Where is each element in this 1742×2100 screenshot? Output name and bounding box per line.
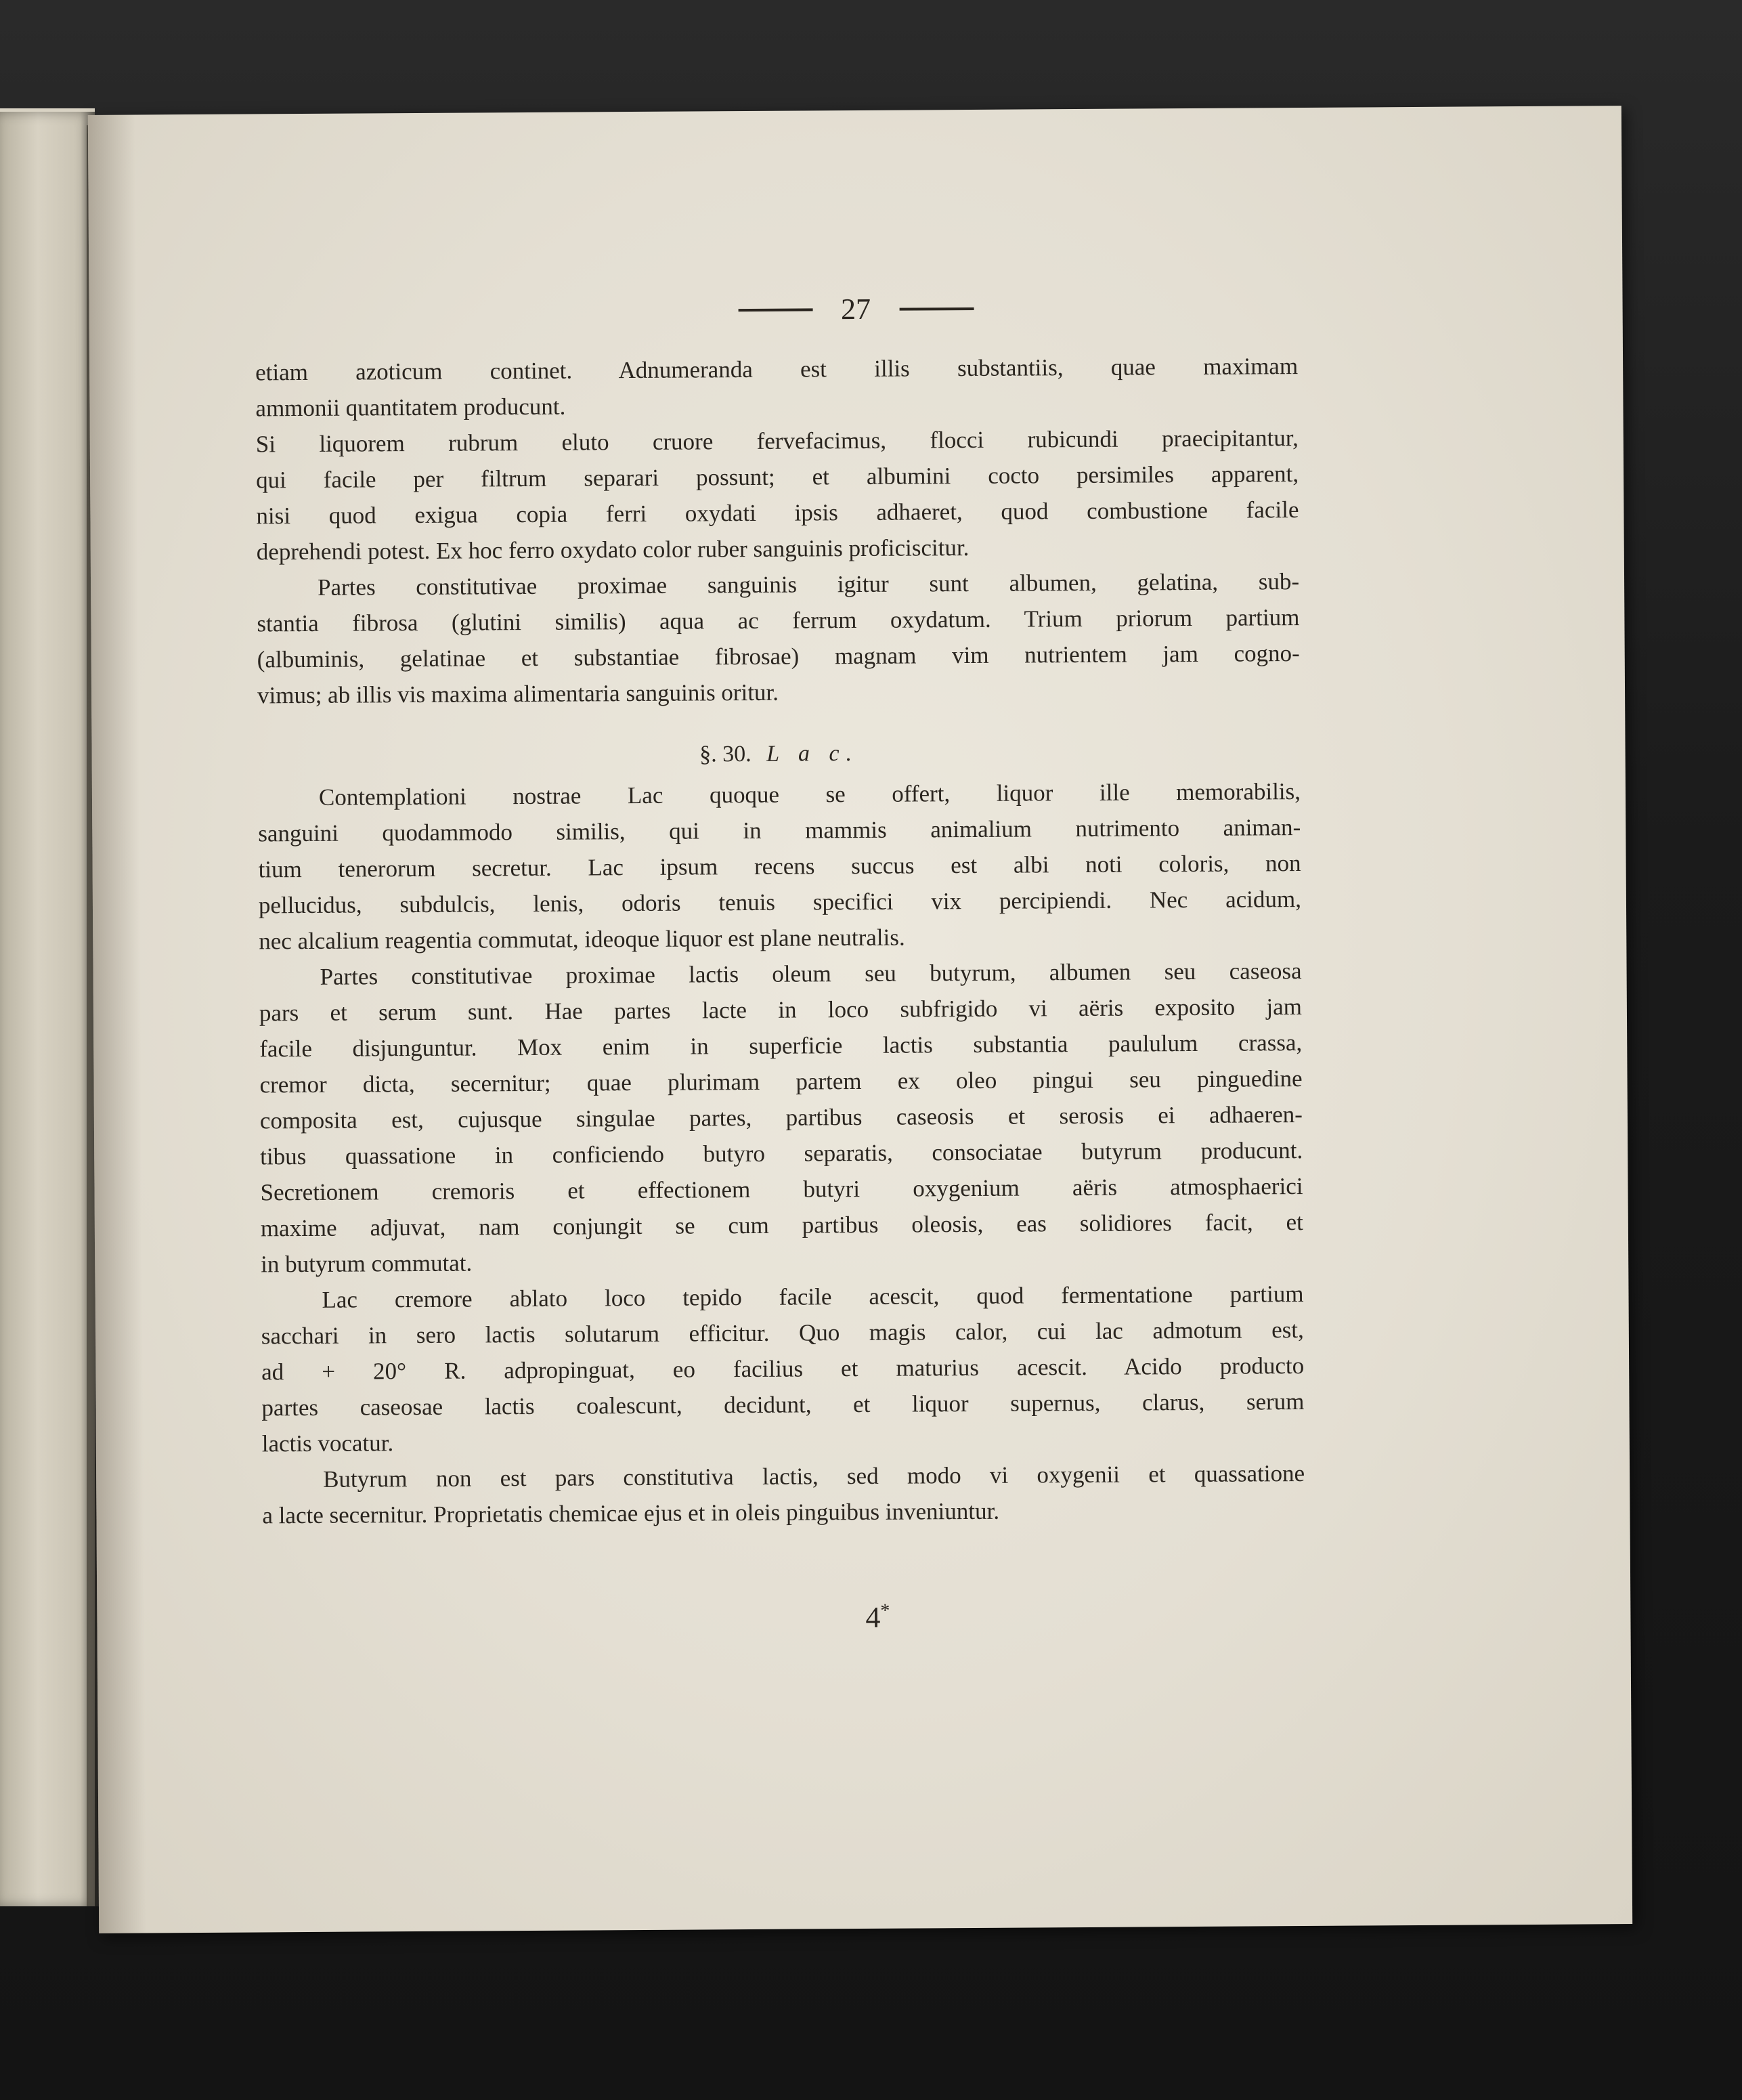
text-line: deprehendi potest. Ex hoc ferro oxydato color ruber sanguinis proficiscitur.: [256, 534, 970, 565]
paragraph: [258, 773, 1302, 959]
paragraph: [255, 348, 1299, 426]
text-line: etiam azoticum continet. Adnumeranda est illis substantiis, quae maximam: [255, 353, 1299, 386]
text-line: (albuminis, gelatinae et substantiae fibrosae) magnam vim nutrientem jam cogno-: [257, 640, 1300, 673]
text-line: maxime adjuvat, nam conjungit se cum partibus oleosis, eas solidiores facit, et: [260, 1209, 1303, 1242]
text-line: nisi quod exigua copia ferri oxydati ipsis adhaeret, quod combustione facile: [256, 496, 1299, 530]
page-number: 27: [840, 292, 871, 326]
text-line: facile disjunguntur. Mox enim in superficie lactis substantia paululum crassa,: [259, 1029, 1303, 1063]
page-header: [89, 287, 1622, 337]
text-line: vimus; ab illis vis maxima alimentaria sanguinis oritur.: [257, 679, 779, 709]
section-heading: [257, 733, 1300, 779]
text-line: lactis vocatur.: [261, 1430, 394, 1457]
text-line: tibus quassatione in conficiendo butyro separatis, consociatae butyrum producunt.: [260, 1137, 1303, 1170]
text-line: Lac cremore ablato loco tepido facile acescit, quod fermentatione partium: [322, 1281, 1304, 1313]
text-line: partes caseosae lactis coalescunt, decidunt, et liquor supernus, clarus, serum: [261, 1388, 1305, 1421]
text-line: tium tenerorum secretur. Lac ipsum recens succus est albi noti coloris, non: [258, 850, 1301, 883]
text-line: Partes constitutivae proximae sanguinis igitur sunt albumen, gelatina, sub-: [317, 568, 1300, 601]
text-line: pars et serum sunt. Hae partes lacte in loco subfrigido vi aëris exposito jam: [259, 993, 1303, 1027]
text-line: ammonii quantitatem producunt.: [255, 393, 566, 422]
paragraph: [256, 420, 1299, 570]
left-page: [0, 112, 95, 1906]
body-text: [255, 348, 1305, 1533]
signature-mark: [865, 1600, 890, 1635]
text-line: Partes constitutivae proximae lactis oleum seu butyrum, albumen seu caseosa: [320, 958, 1302, 990]
paragraph: [257, 563, 1300, 713]
text-line: nec alcalium reagentia commutat, ideoque liquor est plane neutralis.: [259, 924, 905, 955]
text-line: qui facile per filtrum separari possunt; et albumini cocto persimiles apparent,: [255, 460, 1299, 494]
text-line: stantia fibrosa (glutini similis) aqua ac ferrum oxydatum. Trium priorum partium: [257, 604, 1300, 637]
text-line: Si liquorem rubrum eluto cruore fervefacimus, flocci rubicundi praecipitantur,: [255, 425, 1299, 458]
text-line: sacchari in sero lactis solutarum efficitur. Quo magis calor, cui lac admotum est,: [261, 1316, 1304, 1350]
paragraph: [261, 1276, 1305, 1461]
paragraph: [259, 953, 1303, 1282]
text-line: cremor dicta, secernitur; quae plurimam partem ex oleo pingui seu pinguedine: [259, 1065, 1303, 1098]
section-number: §. 30.: [699, 741, 752, 767]
text-line: Butyrum non est pars constitutiva lactis, sed modo vi oxygenii et quassatione: [323, 1460, 1305, 1493]
signature-star: *: [880, 1600, 890, 1622]
text-line: sanguini quodammodo similis, qui in mammis animalium nutrimento animan-: [258, 814, 1301, 847]
text-line: ad + 20° R. adpropinguat, eo facilius et maturius acescit. Acido producto: [261, 1352, 1305, 1386]
text-line: Contemplationi nostrae Lac quoque se offert, liquor ille memorabilis,: [318, 778, 1301, 811]
section-title: L a c.: [766, 741, 859, 767]
header-rule-right: [899, 307, 974, 310]
text-line: Secretionem cremoris et effectionem butyri oxygenium aëris atmosphaerici: [260, 1173, 1303, 1206]
book-page: [88, 106, 1632, 1933]
text-line: pellucidus, subdulcis, lenis, odoris tenuis specifici vix percipiendi. Nec acidum,: [258, 886, 1302, 919]
text-line: in butyrum commutat.: [261, 1249, 473, 1278]
paragraph: [262, 1455, 1305, 1533]
signature-number: 4: [865, 1600, 881, 1634]
text-line: a lacte secernitur. Proprietatis chemicae ejus et in oleis pinguibus inveniuntur.: [262, 1497, 1000, 1529]
text-line: composita est, cujusque singulae partes, partibus caseosis et serosis ei adhaeren-: [259, 1101, 1303, 1134]
header-rule-left: [738, 308, 812, 312]
